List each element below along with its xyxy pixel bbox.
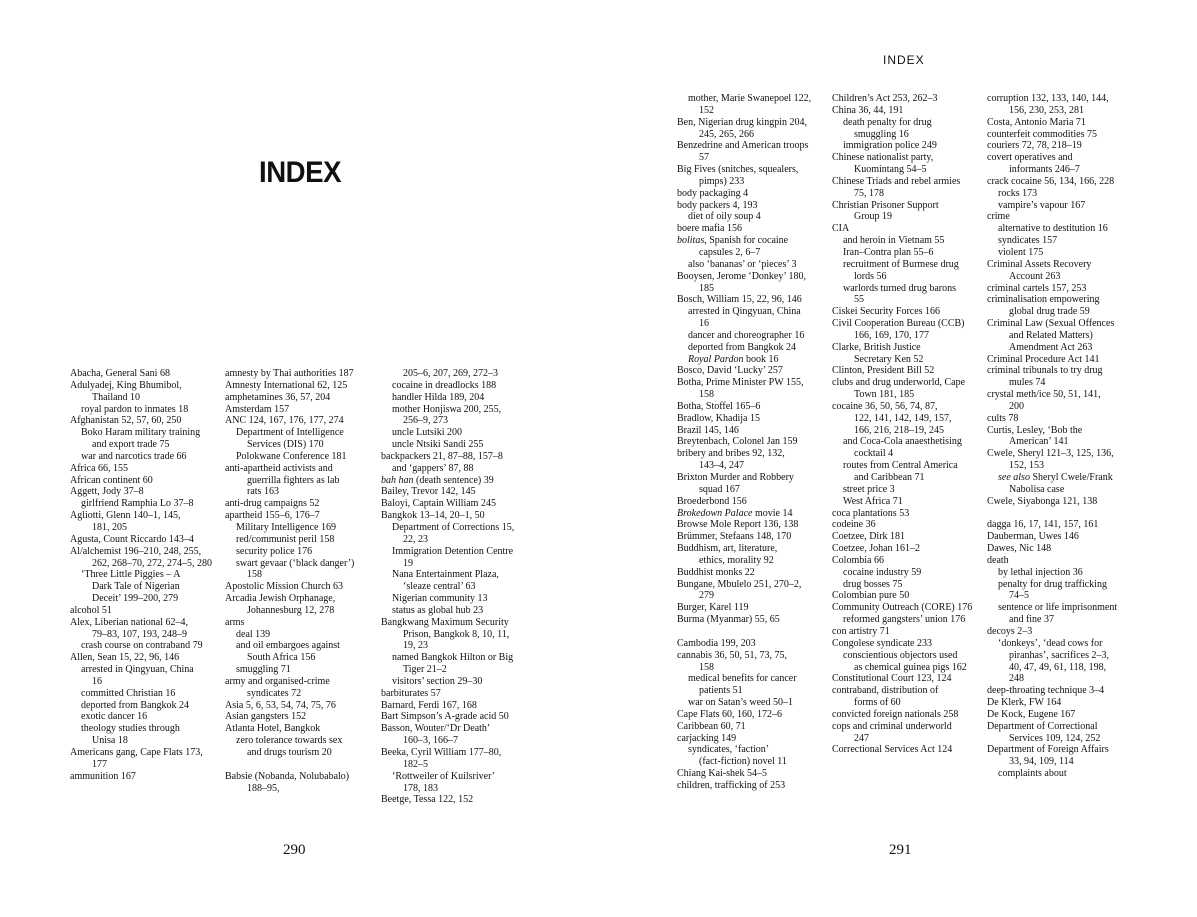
- index-entry: red/communist peril 158: [236, 533, 335, 545]
- index-entry: Al/alchemist 196–210, 248, 255, 262, 268–70, 272, 274–5, 280: [70, 545, 212, 569]
- index-entry: security police 176: [236, 545, 313, 557]
- index-entry: death: [987, 554, 1009, 566]
- index-entry: couriers 72, 78, 218–19: [987, 140, 1082, 152]
- index-entry: West Africa 71: [843, 495, 903, 507]
- index-entry: sentence or life imprisonment and fine 37: [998, 602, 1118, 626]
- index-entry: smuggling 71: [236, 664, 291, 676]
- index-entry: amnesty by Thai authorities 187: [225, 368, 354, 379]
- index-entry: cults 78: [987, 412, 1019, 424]
- index-entry: street price 3: [843, 483, 895, 495]
- page-number-right: 291: [889, 842, 912, 858]
- index-entry: syndicates 157: [998, 235, 1058, 247]
- index-entry: Breytenbach, Colonel Jan 159: [677, 436, 798, 448]
- index-entry: death penalty for drug smuggling 16: [843, 116, 932, 140]
- index-entry: Allen, Sean 15, 22, 96, 146: [70, 652, 180, 664]
- index-entry: Brümmer, Stefaans 148, 170: [677, 531, 792, 543]
- index-column-3: [381, 368, 537, 806]
- index-entry: cocaine in dreadlocks 188: [392, 379, 497, 391]
- index-entry: cocaine 36, 50, 56, 74, 87, 122, 141, 142, 149, 157, 166, 216, 218–19, 245: [832, 400, 952, 436]
- index-entry: contraband, distribution of forms of 60: [832, 685, 939, 709]
- index-entry: Correctional Services Act 124: [832, 744, 953, 756]
- index-entry: and ‘gappers’ 87, 88: [392, 462, 474, 474]
- index-entry: Browse Mole Report 136, 138: [677, 519, 799, 531]
- index-entry: handler Hilda 189, 204: [392, 391, 485, 403]
- index-entry: con artistry 71: [832, 625, 890, 637]
- index-entry: Agusta, Count Riccardo 143–4: [70, 533, 194, 545]
- index-entry: complaints about: [998, 768, 1067, 780]
- index-entry: war on Satan’s weed 50–1: [688, 697, 793, 709]
- index-entry: Cwele, Sheryl 121–3, 125, 136, 152, 153: [987, 448, 1114, 472]
- index-entry: Atlanta Hotel, Bangkok: [225, 723, 321, 735]
- index-entry: Department of Corrections 15, 22, 23: [392, 521, 515, 545]
- index-entry: De Klerk, FW 164: [987, 697, 1062, 709]
- index-entry: deep-throating technique 3–4: [987, 685, 1105, 697]
- index-entry: uncle Lutsiki 200: [392, 427, 462, 439]
- index-entry: ANC 124, 167, 176, 177, 274: [225, 415, 344, 427]
- index-entry: Bart Simpson’s A-grade acid 50: [381, 711, 509, 723]
- index-entry: Children’s Act 253, 262–3: [832, 93, 938, 104]
- index-entry: Nana Entertainment Plaza, ‘sleaze central’ 63: [392, 569, 499, 593]
- index-entry: deal 139: [236, 628, 271, 640]
- index-entry: Nigerian community 13: [392, 593, 488, 605]
- index-entry: penalty for drug trafficking 74–5: [998, 578, 1107, 602]
- index-entry: Arcadia Jewish Orphanage, Johannesburg 12, 278: [225, 593, 336, 616]
- index-entry: arms: [225, 616, 245, 628]
- index-entry: reformed gangsters’ union 176: [843, 614, 966, 626]
- index-entry: backpackers 21, 87–88, 157–8: [381, 450, 503, 462]
- index-entry: Military Intelligence 169: [236, 521, 336, 533]
- index-entry: apartheid 155–6, 176–7: [225, 510, 320, 522]
- index-entry: arrested in Qingyuan, China 16: [81, 664, 194, 687]
- index-entry: decoys 2–3: [987, 625, 1033, 637]
- index-entry: China 36, 44, 191: [832, 104, 904, 116]
- index-entry: 205–6, 207, 269, 272–3: [403, 368, 498, 379]
- index-entry: uncle Ntsiki Sandi 255: [392, 439, 484, 451]
- index-entry: routes from Central America and Caribbean 71: [843, 460, 958, 483]
- left-page: [0, 0, 598, 917]
- index-entry: Bangkwang Maximum Security Prison, Bangkok 8, 10, 11, 19, 23: [381, 616, 510, 652]
- index-entry: dancer and choreographer 16: [688, 329, 805, 341]
- index-entry: Alex, Liberian national 62–4, 79–83, 107, 193, 248–9: [70, 616, 189, 640]
- index-entry: Community Outreach (CORE) 176: [832, 602, 973, 614]
- index-entry: criminalisation empowering global drug trade 59: [987, 294, 1100, 318]
- index-entry: Aggett, Jody 37–8: [70, 486, 144, 498]
- index-entry: ammunition 167: [70, 770, 136, 782]
- index-entry: arrested in Qingyuan, China 16: [688, 306, 801, 330]
- index-entry: ‘donkeys’, ‘dead cows for piranhas’, sacrifices 2–3, 40, 47, 49, 61, 118, 198, 248: [998, 637, 1109, 685]
- index-entry: Bradlow, Khadija 15: [677, 412, 760, 424]
- index-entry: Congolese syndicate 233: [832, 637, 932, 649]
- index-entry: Americans gang, Cape Flats 173, 177: [70, 747, 203, 770]
- index-entry: crystal meth/ice 50, 51, 141, 200: [987, 389, 1101, 412]
- index-entry: vampire’s vapour 167: [998, 199, 1086, 211]
- index-entry: Asian gangsters 152: [225, 711, 307, 723]
- index-column-6: [987, 93, 1143, 780]
- index-entry: alternative to destitution 16: [998, 223, 1108, 235]
- index-column-4: [677, 93, 833, 792]
- index-entry: violent 175: [998, 246, 1044, 258]
- index-entry: Iran–Contra plan 55–6: [843, 246, 934, 258]
- index-entry: drug bosses 75: [843, 578, 903, 590]
- index-entry: codeine 36: [832, 519, 876, 531]
- index-entry: Brokedown Palace movie 14: [677, 507, 793, 519]
- index-entry: visitors’ section 29–30: [392, 675, 483, 687]
- index-entry: status as global hub 23: [392, 604, 484, 616]
- index-entry: Basson, Wouter/‘Dr Death’ 160–3, 166–7: [381, 723, 491, 747]
- index-entry: Clinton, President Bill 52: [832, 365, 935, 377]
- index-entry: Department of Intelligence Services (DIS) 170: [236, 427, 344, 451]
- index-entry: named Bangkok Hilton or Big Tiger 21–2: [392, 652, 514, 676]
- index-entry: counterfeit commodities 75: [987, 128, 1097, 140]
- index-entry: mother, Marie Swanepoel 122, 152: [688, 93, 812, 116]
- index-entry: Criminal Law (Sexual Offences and Related Matters) Amendment Act 263: [987, 318, 1115, 353]
- index-entry: Buddhist monks 22: [677, 566, 755, 578]
- index-entry: Criminal Assets Recovery Account 263: [987, 258, 1092, 282]
- index-entry: coca plantations 53: [832, 507, 910, 519]
- index-entry: barbiturates 57: [381, 687, 441, 699]
- index-entry: corruption 132, 133, 140, 144, 156, 230, 253, 281: [987, 93, 1109, 116]
- index-entry: bolitas, Spanish for cocaine capsules 2, 6–7: [677, 235, 789, 258]
- index-entry: Colombia 66: [832, 554, 884, 566]
- index-entry: bah han (death sentence) 39: [381, 474, 494, 486]
- index-entry: Curtis, Lesley, ‘Bob the American’ 141: [987, 424, 1083, 448]
- index-entry: Brixton Murder and Robbery squad 167: [677, 472, 794, 495]
- index-entry: Botha, Stoffel 165–6: [677, 400, 761, 412]
- index-entry: Adulyadej, King Bhumibol, Thailand 10: [70, 379, 182, 403]
- index-entry: Polokwane Conference 181: [236, 450, 347, 462]
- index-entry: immigration police 249: [843, 140, 937, 152]
- index-entry: Cape Flats 60, 160, 172–6: [677, 708, 782, 720]
- index-entry: Chiang Kai-shek 54–5: [677, 768, 767, 780]
- index-entry: Dauberman, Uwes 146: [987, 531, 1079, 543]
- index-entry: Booysen, Jerome ‘Donkey’ 180, 185: [677, 270, 806, 294]
- index-entry: diet of oily soup 4: [688, 211, 761, 223]
- index-entry: bribery and bribes 92, 132, 143–4, 247: [677, 448, 785, 472]
- index-entry: cocaine industry 59: [843, 566, 922, 578]
- index-entry: syndicates, ‘faction’ (fact-fiction) novel 11: [688, 744, 787, 768]
- index-entry: body packers 4, 193: [677, 199, 758, 211]
- index-entry: swart gevaar (‘black danger’) 158: [236, 557, 355, 581]
- index-entry: royal pardon to inmates 18: [81, 403, 189, 415]
- index-entry: De Kock, Eugene 167: [987, 708, 1076, 720]
- index-entry: also ‘bananas’ or ‘pieces’ 3: [688, 258, 797, 270]
- index-entry: ‘Rottweiler of Kuilsriver’ 178, 183: [392, 770, 496, 794]
- index-title: INDEX: [259, 156, 342, 189]
- index-entry: committed Christian 16: [81, 687, 176, 699]
- index-column-2: [225, 368, 381, 794]
- index-entry: Constitutional Court 123, 124: [832, 673, 952, 685]
- index-entry: see also Sheryl Cwele/Frank Nabolisa case: [998, 472, 1113, 495]
- index-column-1: [70, 368, 226, 783]
- index-entry: Clarke, British Justice Secretary Ken 52: [832, 341, 924, 365]
- index-entry: Chinese nationalist party, Kuomintang 54–5: [832, 152, 934, 176]
- index-entry: body packaging 4: [677, 187, 749, 199]
- index-entry: Criminal Procedure Act 141: [987, 353, 1100, 365]
- index-entry: alcohol 51: [70, 604, 112, 616]
- letter-gap: [677, 626, 833, 638]
- index-entry: Beetge, Tessa 122, 152: [381, 794, 474, 806]
- index-entry: Caribbean 60, 71: [677, 720, 746, 732]
- index-entry: and oil embargoes against South Africa 156: [236, 640, 340, 664]
- index-entry: warlords turned drug barons 55: [843, 282, 957, 306]
- index-entry: Ben, Nigerian drug kingpin 204, 245, 265, 266: [677, 116, 807, 140]
- index-entry: Department of Foreign Affairs 33, 94, 109, 114: [987, 744, 1109, 768]
- index-entry: Immigration Detention Centre 19: [392, 545, 514, 569]
- index-entry: CIA: [832, 223, 850, 235]
- index-entry: cannabis 36, 50, 51, 73, 75, 158: [677, 649, 787, 673]
- index-entry: Afghanistan 52, 57, 60, 250: [70, 415, 182, 427]
- index-entry: amphetamines 36, 57, 204: [225, 391, 331, 403]
- index-entry: mother Honjiswa 200, 255, 256–9, 273: [392, 403, 502, 427]
- index-entry: Cambodia 199, 203: [677, 637, 756, 649]
- index-entry: Baloyi, Captain William 245: [381, 498, 496, 510]
- index-entry: anti-drug campaigns 52: [225, 498, 320, 510]
- index-entry: recruitment of Burmese drug lords 56: [843, 258, 959, 282]
- index-entry: Big Fives (snitches, squealers, pimps) 233: [677, 164, 799, 187]
- running-head: INDEX: [883, 53, 925, 67]
- index-entry: deported from Bangkok 24: [688, 341, 797, 353]
- index-entry: children, trafficking of 253: [677, 779, 786, 791]
- index-entry: crash course on contraband 79: [81, 640, 203, 652]
- index-entry: Apostolic Mission Church 63: [225, 581, 344, 593]
- index-entry: crack cocaine 56, 134, 166, 228: [987, 175, 1115, 187]
- index-entry: cops and criminal underworld 247: [832, 720, 952, 744]
- index-entry: conscientious objectors used as chemical guinea pigs 162: [843, 649, 967, 673]
- index-entry: Brazil 145, 146: [677, 424, 739, 436]
- index-entry: Colombian pure 50: [832, 590, 910, 602]
- index-entry: Chinese Triads and rebel armies 75, 178: [832, 175, 961, 199]
- letter-gap: [987, 508, 1143, 520]
- index-entry: girlfriend Ramphia Lo 37–8: [81, 498, 194, 510]
- index-entry: criminal tribunals to try drug mules 74: [987, 365, 1103, 389]
- index-entry: Amnesty International 62, 125: [225, 379, 348, 391]
- index-entry: Dawes, Nic 148: [987, 543, 1052, 555]
- index-entry: Barnard, Ferdi 167, 168: [381, 699, 477, 711]
- index-entry: Department of Correctional Services 109, 124, 252: [987, 720, 1101, 744]
- right-page: [599, 0, 1197, 917]
- index-entry: carjacking 149: [677, 732, 737, 744]
- index-entry: Bangkok 13–14, 20–1, 50: [381, 510, 485, 522]
- index-entry: clubs and drug underworld, Cape Town 181, 185: [832, 377, 966, 401]
- index-entry: deported from Bangkok 24: [81, 699, 190, 711]
- index-entry: medical benefits for cancer patients 51: [688, 673, 797, 697]
- index-entry: criminal cartels 157, 253: [987, 282, 1087, 294]
- index-entry: theology studies through Unisa 18: [81, 723, 180, 747]
- index-entry: covert operatives and informants 246–7: [987, 152, 1080, 176]
- index-entry: Africa 66, 155: [70, 462, 129, 474]
- index-entry: Costa, Antonio Maria 71: [987, 116, 1086, 128]
- index-entry: Babsie (Nobanda, Nolubabalo) 188–95,: [225, 770, 350, 794]
- index-entry: ‘Three Little Piggies – A Dark Tale of Nigerian Deceit’ 199–200, 279: [81, 569, 181, 605]
- index-entry: rocks 173: [998, 187, 1038, 199]
- index-entry: army and organised-crime syndicates 72: [225, 675, 330, 699]
- index-entry: by lethal injection 36: [998, 566, 1083, 578]
- index-entry: Civil Cooperation Bureau (CCB) 166, 169, 170, 177: [832, 318, 965, 341]
- index-entry: crime: [987, 211, 1010, 223]
- index-entry: Bosch, William 15, 22, 96, 146: [677, 294, 802, 306]
- index-entry: Burger, Karel 119: [677, 602, 749, 614]
- letter-gap: [225, 759, 381, 771]
- index-entry: boere mafia 156: [677, 223, 742, 235]
- index-entry: dagga 16, 17, 141, 157, 161: [987, 519, 1099, 531]
- index-entry: Bosco, David ‘Lucky’ 257: [677, 365, 783, 377]
- index-entry: anti-apartheid activists and guerrilla fighters as lab rats 163: [225, 462, 340, 498]
- index-entry: convicted foreign nationals 258: [832, 708, 959, 720]
- index-entry: Bungane, Mbulelo 251, 270–2, 279: [677, 578, 802, 602]
- index-entry: Broederbond 156: [677, 495, 747, 507]
- index-entry: and heroin in Vietnam 55: [843, 235, 945, 247]
- index-column-5: [832, 93, 988, 756]
- index-entry: Buddhism, art, literature, ethics, morality 92: [677, 543, 778, 566]
- index-entry: Amsterdam 157: [225, 403, 290, 415]
- index-entry: Christian Prisoner Support Group 19: [832, 199, 939, 223]
- index-entry: Benzedrine and American troops 57: [677, 140, 809, 164]
- index-entry: Bailey, Trevor 142, 145: [381, 486, 476, 498]
- index-entry: Botha, Prime Minister PW 155, 158: [677, 377, 804, 401]
- index-entry: Asia 5, 6, 53, 54, 74, 75, 76: [225, 699, 336, 711]
- index-entry: Coetzee, Dirk 181: [832, 531, 906, 543]
- index-entry: and Coca-Cola anaesthetising cocktail 4: [843, 436, 962, 460]
- index-entry: African continent 60: [70, 474, 153, 486]
- index-entry: war and narcotics trade 66: [81, 450, 187, 462]
- index-entry: Burma (Myanmar) 55, 65: [677, 614, 780, 626]
- index-entry: Abacha, General Sani 68: [70, 368, 170, 379]
- index-entry: Boko Haram military training and export trade 75: [81, 427, 201, 451]
- index-entry: Beeka, Cyril William 177–80, 182–5: [381, 747, 502, 770]
- index-entry: Ciskei Security Forces 166: [832, 306, 941, 318]
- index-entry: Cwele, Siyabonga 121, 138: [987, 495, 1098, 507]
- index-entry: Royal Pardon book 16: [688, 353, 779, 365]
- index-entry: zero tolerance towards sex and drugs tourism 20: [236, 735, 343, 758]
- index-entry: Agliotti, Glenn 140–1, 145, 181, 205: [70, 510, 181, 533]
- index-entry: Coetzee, Johan 161–2: [832, 543, 921, 555]
- index-entry: exotic dancer 16: [81, 711, 148, 723]
- page-number-left: 290: [283, 842, 306, 858]
